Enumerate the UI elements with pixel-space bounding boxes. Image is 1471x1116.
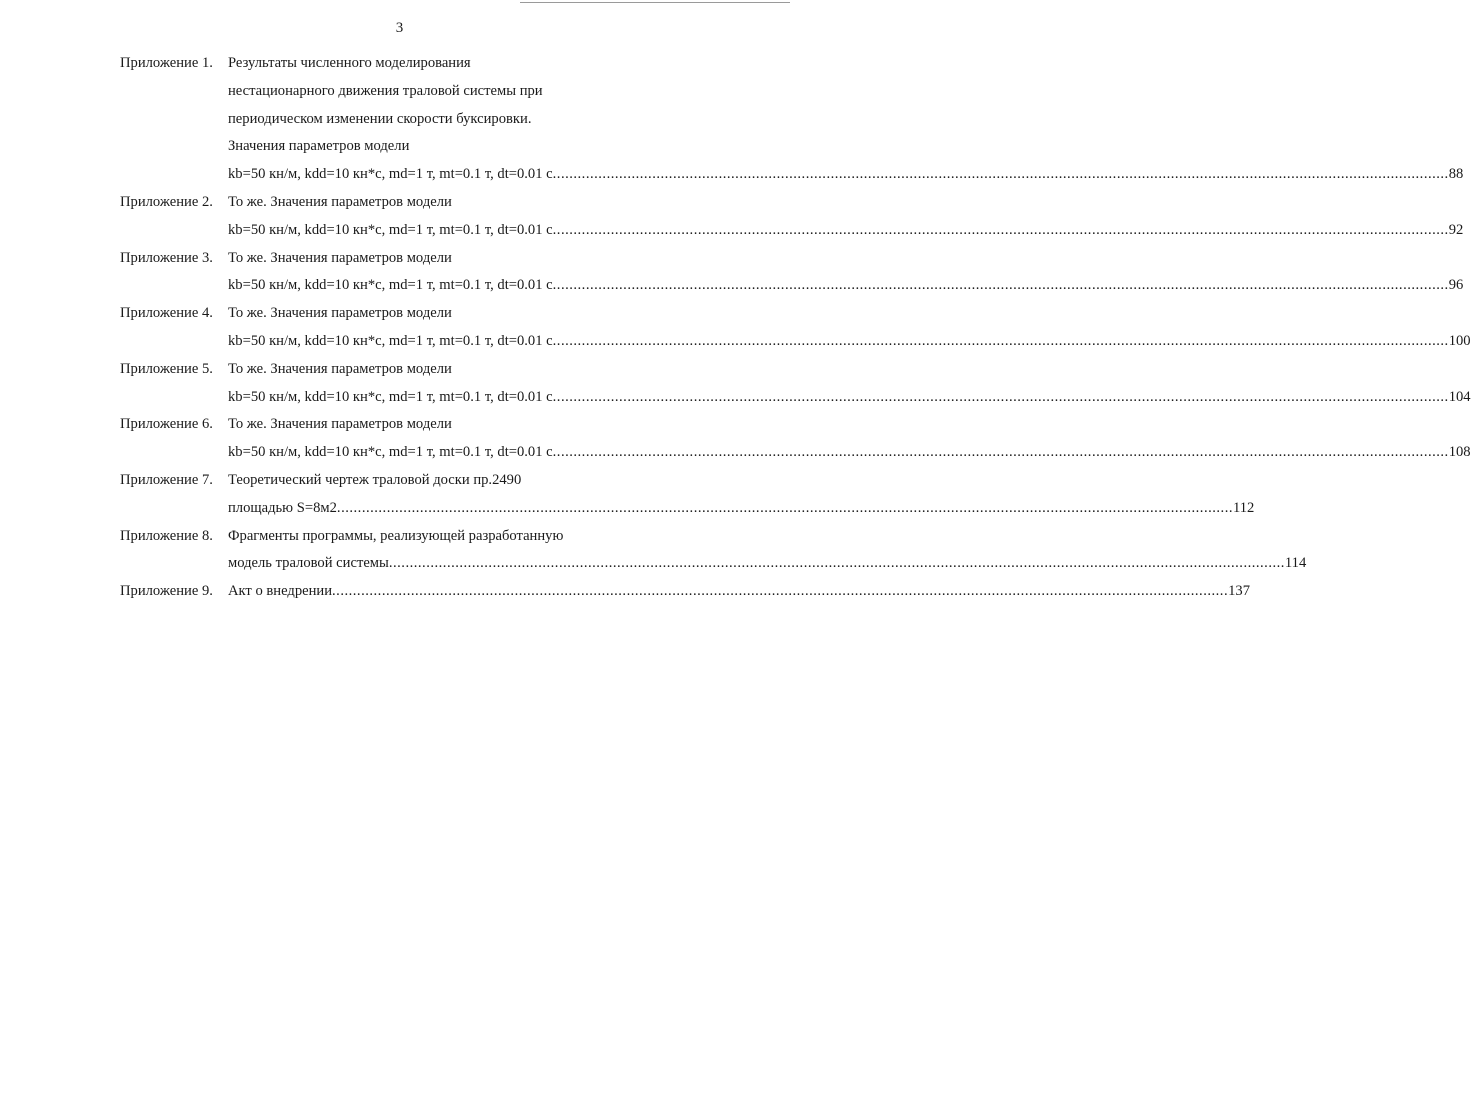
toc-entry-page[interactable]: 114 <box>1284 555 1307 572</box>
table-of-contents <box>120 50 1471 606</box>
toc-entry-page[interactable]: 88 <box>1448 166 1464 183</box>
toc-entry <box>120 578 1250 606</box>
toc-entry-label: Приложение 5. <box>120 360 213 377</box>
dot-leader <box>337 495 1233 523</box>
toc-entry-leader-text: площадью S=8м2 <box>228 499 337 516</box>
toc-entry-title: То же. Значения параметров модели <box>228 305 452 322</box>
toc-entry-page[interactable]: 108 <box>1448 444 1471 461</box>
toc-entry-page[interactable]: 137 <box>1228 583 1250 600</box>
dot-leader <box>553 439 1449 467</box>
scan-edge-line <box>520 2 790 3</box>
dot-leader <box>389 550 1285 578</box>
toc-entry-leader-text: kb=50 кн/м, kdd=10 кн*с, md=1 т, mt=0.1 т, dt=0.01 с <box>228 332 553 349</box>
toc-entry-title: То же. Значения параметров модели <box>228 360 452 377</box>
toc-entry-title: То же. Значения параметров модели <box>228 193 452 210</box>
toc-entry-page[interactable]: 104 <box>1448 388 1471 405</box>
page-number: 3 <box>395 20 404 36</box>
toc-entry-page[interactable]: 112 <box>1232 499 1255 516</box>
toc-entry-leader-text: Акт о внедрении <box>228 583 333 600</box>
toc-entry <box>120 245 1464 301</box>
toc-entry-leader-text: kb=50 кн/м, kdd=10 кн*с, md=1 т, mt=0.1 т, dt=0.01 с <box>228 277 553 294</box>
toc-entry-label: Приложение 3. <box>120 249 213 266</box>
toc-entry-leader-text: kb=50 кн/м, kdd=10 кн*с, md=1 т, mt=0.1 т, dt=0.01 с <box>228 388 553 405</box>
toc-entry-label: Приложение 6. <box>120 416 213 433</box>
toc-entry-leader-text: модель траловой системы <box>228 555 389 572</box>
toc-entry-title-continued: периодическом изменении скорости буксировки. <box>228 110 532 127</box>
toc-entry-title: Теоретический чертеж траловой доски пр.2490 <box>228 471 522 488</box>
toc-entry-label: Приложение 8. <box>120 527 213 544</box>
dot-leader <box>553 328 1449 356</box>
toc-entry-title: То же. Значения параметров модели <box>228 416 452 433</box>
toc-entry-title-continued: Значения параметров модели <box>228 138 410 155</box>
toc-entry-leader-text: kb=50 кн/м, kdd=10 кн*с, md=1 т, mt=0.1 т, dt=0.01 с <box>228 166 553 183</box>
toc-entry <box>120 523 1307 579</box>
dot-leader <box>553 272 1449 300</box>
toc-entry-title-continued: нестационарного движения траловой системы при <box>228 82 543 99</box>
toc-entry <box>120 467 1255 523</box>
dot-leader <box>553 217 1449 245</box>
toc-entry-label: Приложение 1. <box>120 55 213 71</box>
toc-entry-page[interactable]: 92 <box>1448 221 1464 238</box>
toc-entry <box>120 356 1471 412</box>
toc-entry-leader-text: kb=50 кн/м, kdd=10 кн*с, md=1 т, mt=0.1 т, dt=0.01 с <box>228 221 553 238</box>
toc-entry-title: То же. Значения параметров модели <box>228 249 452 266</box>
toc-entry-title: Фрагменты программы, реализующей разработанную <box>228 527 564 544</box>
toc-entry-page[interactable]: 100 <box>1448 332 1471 349</box>
toc-entry <box>120 300 1471 356</box>
toc-entry-leader-text: kb=50 кн/м, kdd=10 кн*с, md=1 т, mt=0.1 т, dt=0.01 с <box>228 444 553 461</box>
toc-entry-title: Результаты численного моделирования <box>228 55 471 71</box>
toc-entry-label: Приложение 9. <box>120 583 213 600</box>
toc-entry-label: Приложение 4. <box>120 305 213 322</box>
toc-entry <box>120 411 1471 467</box>
toc-entry <box>120 50 1464 189</box>
toc-entry-label: Приложение 7. <box>120 471 213 488</box>
toc-entry <box>120 189 1464 245</box>
dot-leader <box>553 161 1449 189</box>
toc-entry-label: Приложение 2. <box>120 193 213 210</box>
dot-leader <box>332 578 1228 606</box>
toc-entry-page[interactable]: 96 <box>1448 277 1464 294</box>
dot-leader <box>553 384 1449 412</box>
